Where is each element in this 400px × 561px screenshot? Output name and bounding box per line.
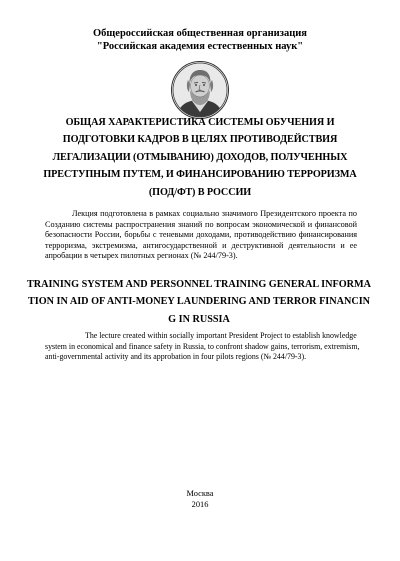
lecture-ru-line: Лекция подготовлена в рамках социально значимого Президентского проекта по <box>72 209 357 218</box>
title-ru-line: (ПОД/ФТ) В РОССИИ <box>148 186 252 198</box>
lecture-ru-line: безопасности России, борьбы с теневыми доходами, противодействию финансирования <box>45 230 357 240</box>
lecture-description-english <box>45 331 360 363</box>
document-title-english <box>18 276 380 328</box>
publication-city: Москва <box>186 489 214 498</box>
organization-line-2: "Российская академия естественных наук" <box>96 41 304 52</box>
lecture-en-line: anti-governmental activity and its approbation in four pilots regions (№ 244/79-3). <box>45 352 307 361</box>
title-ru-line: ПРЕСТУПНЫМ ПУТЕМ, И ФИНАНСИРОВАНИЮ ТЕРРОРИЗМА <box>43 169 357 181</box>
title-ru-line: ОБЩАЯ ХАРАКТЕРИСТИКА СИСТЕМЫ ОБУЧЕНИЯ И <box>65 117 335 128</box>
lecture-ru-line: Созданию системы распространения знаний по вопросам экономической и финансовой <box>45 219 357 229</box>
lecture-en-line: system in economical and finance safety in Russia, to confront shadow gains, terrorism, extremism, <box>45 341 360 351</box>
academy-emblem-portrait-icon <box>170 60 230 120</box>
title-ru-line: ЛЕГАЛИЗАЦИИ (ОТМЫВАНИЮ) ДОХОДОВ, ПОЛУЧЕННЫХ <box>52 151 348 163</box>
lecture-en-line: The lecture created within socially important President Project to establish knowledge <box>85 331 357 340</box>
title-en-line: TRAINING SYSTEM AND PERSONNEL TRAINING GENERAL INFORMA <box>27 279 371 290</box>
title-en-line: TION IN AID OF ANTI-MONEY LAUNDERING AND TERROR FINANCIN <box>27 296 371 308</box>
title-en-line: G IN RUSSIA <box>168 313 230 325</box>
publication-year: 2016 <box>191 500 209 509</box>
organization-line-1: Общероссийская общественная организация <box>93 28 307 39</box>
lecture-description-russian <box>45 209 357 262</box>
document-title-russian <box>40 114 360 201</box>
title-ru-line: ПОДГОТОВКИ КАДРОВ В ЦЕЛЯХ ПРОТИВОДЕЙСТВИЯ <box>62 134 338 146</box>
lecture-ru-line: апробации в четырех пилотных регионах (№ 244/79-3). <box>45 251 238 261</box>
lecture-ru-line: терроризма, экстремизма, антигосударственной и деструктивной деятельности и ее <box>45 240 357 250</box>
